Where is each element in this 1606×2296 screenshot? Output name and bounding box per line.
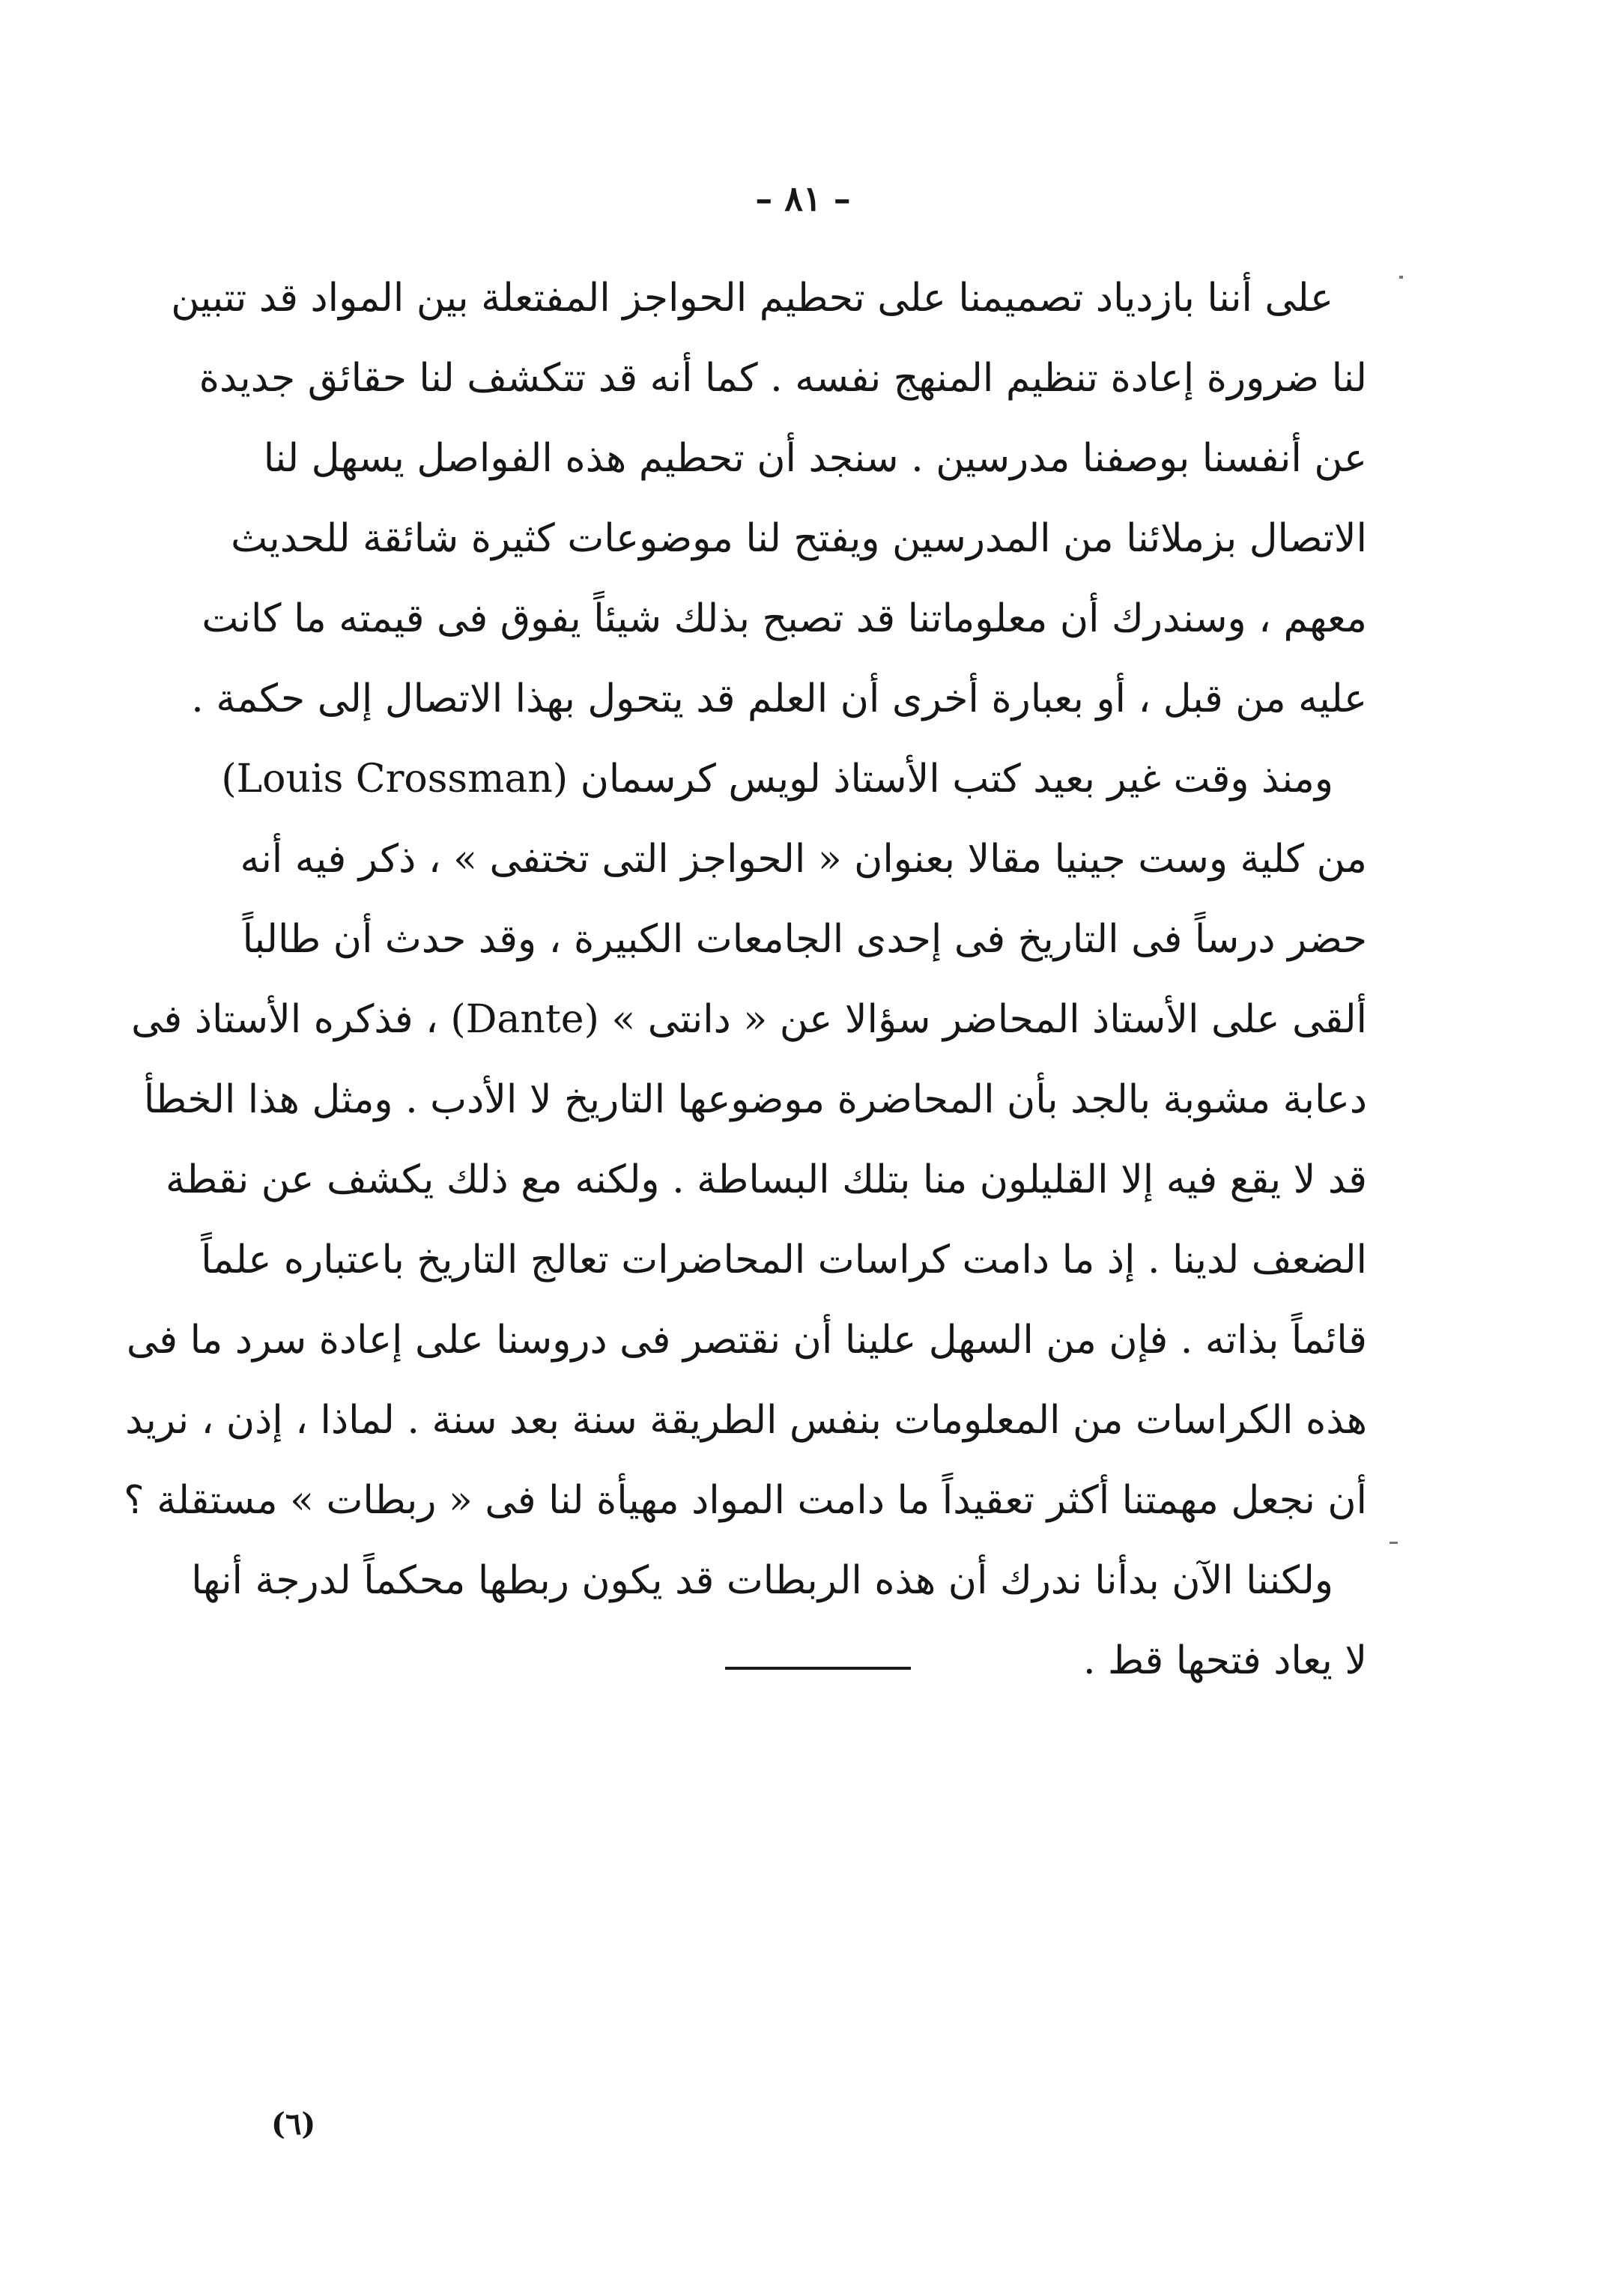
text-line: ولكننا الآن بدأنا ندرك أن هذه الربطات قد يكون ربطها محكماً لدرجة أنها — [191, 1558, 1333, 1603]
paragraph — [171, 258, 1367, 739]
text-line: هذه الكراسات من المعلومات بنفس الطريقة سنة بعد سنة . لماذا ، إذن ، نريد — [125, 1398, 1367, 1443]
scan-speck — [1399, 276, 1403, 279]
text-line: عليه من قبل ، أو بعبارة أخرى أن العلم قد يتحول بهذا الاتصال إلى حكمة . — [191, 676, 1367, 721]
text-line: على أننا بازدياد تصميمنا على تحطيم الحواجز المفتعلة بين المواد قد تتبين — [171, 276, 1333, 321]
scan-speck — [1390, 1542, 1398, 1544]
paragraph — [124, 739, 1367, 1541]
text-line: عن أنفسنا بوصفنا مدرسين . سنجد أن تحطيم هذه الفواصل يسهل لنا — [263, 436, 1367, 481]
horizontal-rule — [725, 1667, 911, 1670]
body-text — [124, 258, 1367, 1701]
text-line: الضعف لدينا . إذ ما دامت كراسات المحاضرات تعالج التاريخ باعتباره علماً — [201, 1238, 1367, 1282]
text-line: لا يعاد فتحها قط . — [1082, 1638, 1367, 1683]
paragraph — [191, 1541, 1367, 1701]
text-line: دعابة مشوبة بالجد بأن المحاضرة موضوعها التاريخ لا الأدب . ومثل هذا الخطأ — [143, 1077, 1367, 1122]
text-line: حضر درساً فى التاريخ فى إحدى الجامعات الكبيرة ، وقد حدث أن طالباً — [242, 917, 1367, 962]
text-line: معهم ، وسندرك أن معلوماتنا قد تصبح بذلك شيئاً يفوق فى قيمته ما كانت — [201, 596, 1367, 641]
text-line: قائماً بذاته . فإن من السهل علينا أن نقتصر فى دروسنا على إعادة سرد ما فى — [126, 1318, 1367, 1363]
text-line: من كلية وست جينيا مقالا بعنوان « الحواجز التى تختفى » ، ذكر فيه أنه — [240, 837, 1367, 882]
text-line: قد لا يقع فيه إلا القليلون منا بتلك البساطة . ولكنه مع ذلك يكشف عن نقطة — [165, 1157, 1367, 1202]
text-line: ألقى على الأستاذ المحاضر سؤالا عن « دانتى » (Dante) ، فذكره الأستاذ فى — [131, 997, 1367, 1042]
page-number: – ٨١ – — [755, 178, 851, 219]
signature-mark: (٦) — [271, 2106, 316, 2142]
text-line: أن نجعل مهمتنا أكثر تعقيداً ما دامت المواد مهيأة لنا فى « ربطات » مستقلة ؟ — [124, 1478, 1367, 1523]
text-line: لنا ضرورة إعادة تنظيم المنهج نفسه . كما أنه قد تتكشف لنا حقائق جديدة — [199, 356, 1367, 401]
text-line: ومنذ وقت غير بعيد كتب الأستاذ لويس كرسمان (Louis Crossman) — [221, 757, 1333, 802]
text-line: الاتصال بزملائنا من المدرسين ويفتح لنا موضوعات كثيرة شائقة للحديث — [231, 516, 1367, 561]
